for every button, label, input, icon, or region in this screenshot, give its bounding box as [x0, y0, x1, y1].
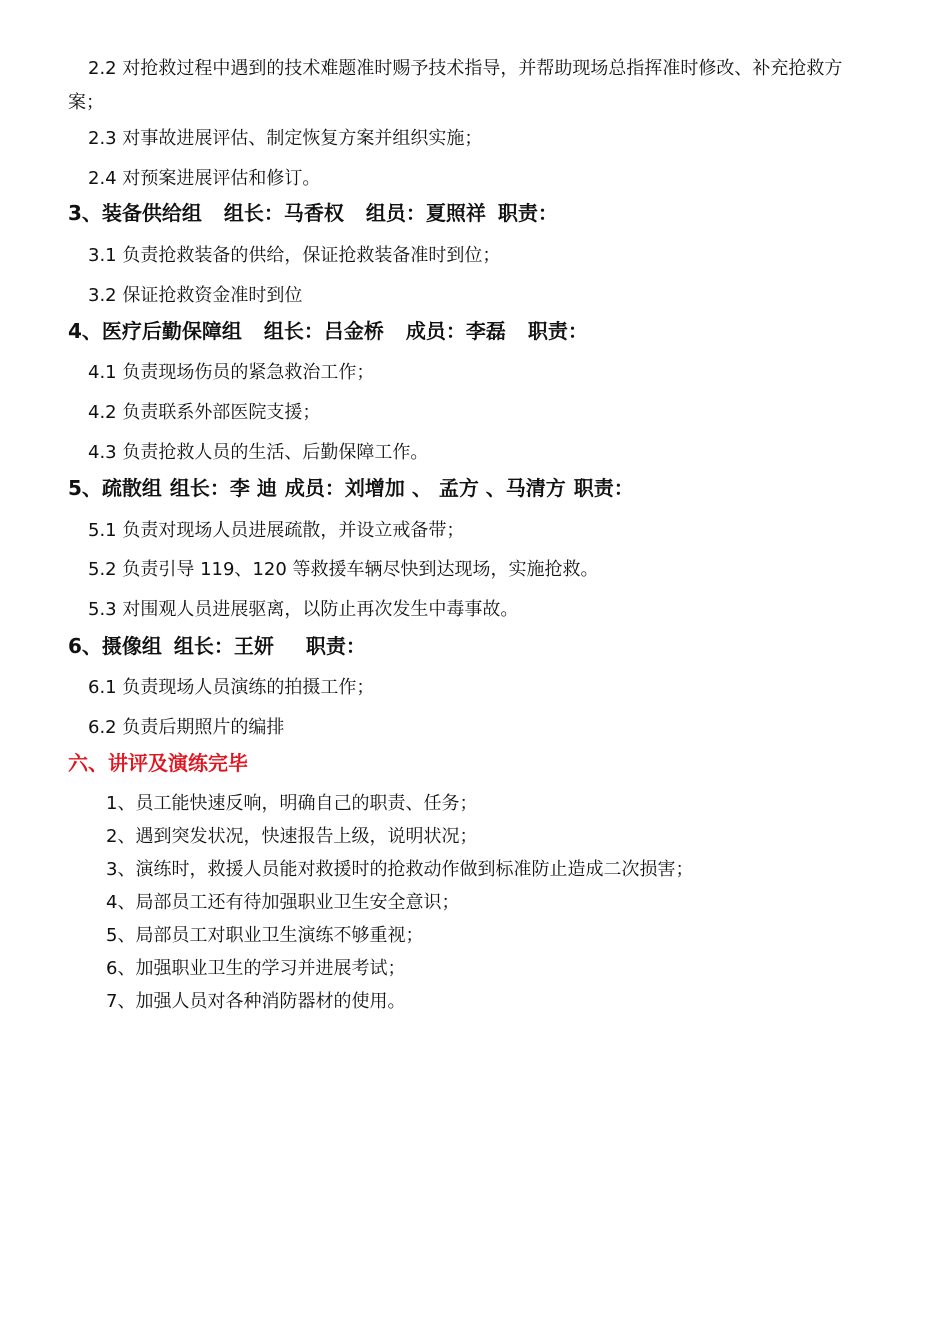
group-members: 组员：夏照祥	[365, 201, 486, 225]
group-5-heading	[68, 475, 634, 501]
group-members: 成员：李磊	[405, 319, 506, 343]
item-6-2: 6.2 负责后期照片的编排	[88, 717, 285, 738]
group-duty: 职责：	[527, 319, 588, 343]
item-4-3: 4.3 负责抢救人员的生活、后勤保障工作。	[88, 442, 429, 463]
group-duty: 职责：	[305, 634, 366, 658]
summary-item-6: 6、加强职业卫生的学习并进展考试；	[106, 958, 406, 979]
summary-item-3: 3、演练时，救援人员能对救援时的抢救动作做到标准防止造成二次损害；	[106, 859, 694, 880]
group-title: 3、装备供给组	[68, 201, 202, 225]
summary-item-1: 1、员工能快速反响，明确自己的职责、任务；	[106, 793, 478, 814]
item-5-2: 5.2 负责引导 119、120 等救援车辆尽快到达现场，实施抢救。	[88, 559, 599, 580]
group-leader: 组长：吕金桥	[263, 319, 384, 343]
summary-item-5: 5、局部员工对职业卫生演练不够重视；	[106, 925, 424, 946]
summary-item-2: 2、遇到突发状况，快速报告上级，说明状况；	[106, 826, 478, 847]
group-4-heading	[68, 318, 588, 344]
group-members: 成员：刘增加 、 孟方 、马清方	[284, 476, 566, 500]
group-duty: 职责：	[573, 476, 634, 500]
summary-item-7: 7、加强人员对各种消防器材的使用。	[106, 991, 406, 1012]
item-3-1: 3.1 负责抢救装备的供给，保证抢救装备准时到位；	[88, 245, 501, 266]
group-leader: 组长：李 迪	[169, 476, 277, 500]
item-5-1: 5.1 负责对现场人员进展疏散，并设立戒备带；	[88, 520, 465, 541]
group-title: 5、疏散组	[68, 476, 162, 500]
group-3-heading	[68, 200, 558, 226]
group-leader: 组长：王妍	[173, 634, 274, 658]
item-6-1: 6.1 负责现场人员演练的拍摄工作；	[88, 677, 375, 698]
item-2-2-continued: 案；	[68, 92, 104, 113]
item-2-2: 2.2 对抢救过程中遇到的技术难题准时赐予技术指导，并帮助现场总指挥准时修改、补充抢救方	[88, 58, 843, 79]
item-2-4: 2.4 对预案进展评估和修订。	[88, 168, 321, 189]
group-leader: 组长：马香权	[223, 201, 344, 225]
group-duty: 职责：	[497, 201, 558, 225]
section-6-title: 六、讲评及演练完毕	[68, 751, 248, 775]
item-2-3: 2.3 对事故进展评估、制定恢复方案并组织实施；	[88, 128, 483, 149]
item-3-2: 3.2 保证抢救资金准时到位	[88, 285, 303, 306]
group-title: 6、摄像组	[68, 634, 162, 658]
item-4-2: 4.2 负责联系外部医院支援；	[88, 402, 321, 423]
group-6-heading	[68, 633, 366, 659]
group-title: 4、医疗后勤保障组	[68, 319, 242, 343]
item-5-3: 5.3 对围观人员进展驱离，以防止再次发生中毒事故。	[88, 599, 519, 620]
summary-item-4: 4、局部员工还有待加强职业卫生安全意识；	[106, 892, 460, 913]
item-4-1: 4.1 负责现场伤员的紧急救治工作；	[88, 362, 375, 383]
